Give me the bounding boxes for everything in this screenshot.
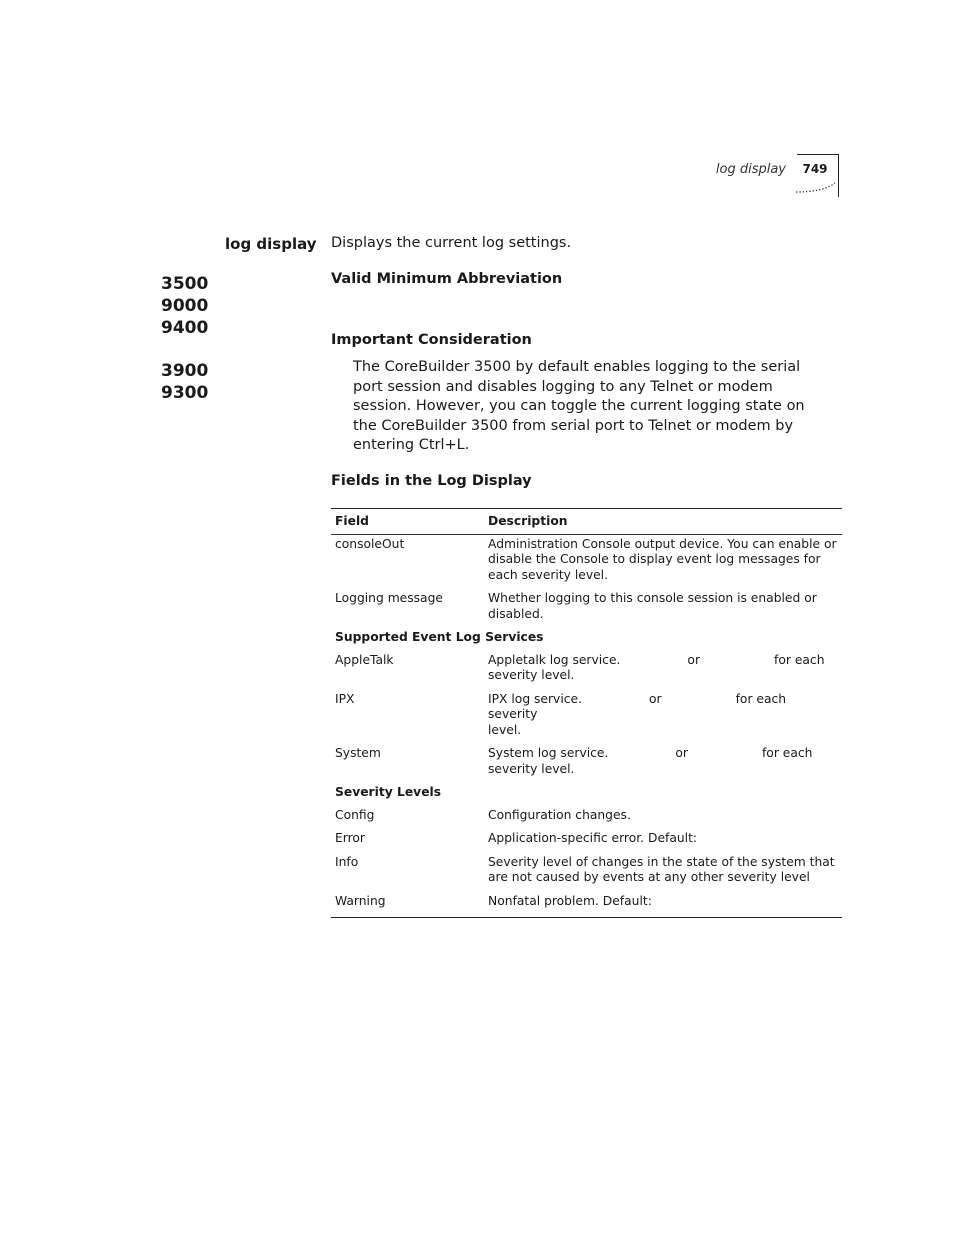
field-description — [484, 746, 842, 785]
table-row — [331, 653, 842, 692]
fields-table — [331, 508, 842, 918]
command-name: log display — [225, 235, 317, 253]
desc-text: for each — [774, 652, 825, 667]
platform-label: 3900 — [161, 361, 209, 381]
field-name: consoleOut — [335, 536, 405, 551]
field-description: Configuration changes. — [488, 807, 631, 822]
field-name: Config — [335, 807, 375, 822]
table-row — [331, 855, 842, 894]
desc-text: level. — [488, 722, 522, 737]
field-name: IPX — [335, 691, 355, 706]
column-header-field: Field — [331, 509, 484, 535]
field-description: Administration Console output device. You can enable or disable the Console to display event log messages for each severity level. — [488, 536, 837, 582]
table-section-row — [331, 630, 842, 653]
column-header-description: Description — [484, 509, 842, 535]
field-name: Logging message — [335, 591, 443, 605]
field-description: Nonfatal problem. Default: — [488, 893, 652, 908]
desc-text: severity level. — [488, 761, 575, 776]
platform-label: 9400 — [161, 318, 209, 338]
section-heading-services: Supported Event Log Services — [335, 630, 544, 644]
table-row — [331, 746, 842, 785]
consideration-heading: Important Consideration — [331, 332, 532, 348]
table-row — [331, 808, 842, 832]
header-rule-horizontal — [797, 154, 839, 155]
table-row — [331, 894, 842, 918]
platform-list — [161, 273, 208, 404]
field-name: AppleTalk — [335, 652, 394, 667]
desc-text: severity level. — [488, 668, 575, 682]
table-row — [331, 534, 842, 591]
consideration-paragraph: The CoreBuilder 3500 by default enables logging to the serial port session and disables logging to any Telnet or modem session. However, you can toggle the current logging state on the CoreBuilder 3500 from serial port to Telnet or modem by entering Ctrl+L. — [353, 359, 805, 454]
field-name: Warning — [335, 893, 386, 908]
desc-text: for each severity — [488, 691, 787, 721]
desc-text: for each — [761, 746, 813, 760]
table-row — [331, 692, 842, 747]
platform-label: 9300 — [161, 383, 209, 403]
desc-text: Appletalk log service. — [488, 652, 621, 667]
abbreviation-heading: Valid Minimum Abbreviation — [331, 271, 563, 287]
section-heading-severity: Severity Levels — [335, 785, 442, 799]
platform-label: 3500 — [161, 274, 209, 294]
field-name: Info — [335, 854, 359, 869]
header-rule-vertical — [838, 154, 839, 197]
desc-text: or — [687, 652, 701, 667]
field-name: System — [335, 746, 381, 760]
field-description — [484, 692, 842, 747]
running-title: log display — [715, 162, 786, 177]
table-row — [331, 591, 842, 630]
field-description: Severity level of changes in the state of the system that are not caused by events at any other severity level — [488, 854, 835, 884]
platform-label: 9000 — [161, 296, 209, 316]
header-dot-curve — [795, 182, 837, 194]
fields-heading: Fields in the Log Display — [331, 473, 532, 489]
table-row — [331, 831, 842, 855]
field-name: Error — [335, 831, 365, 845]
field-description — [484, 653, 842, 692]
desc-text: or — [649, 691, 662, 706]
page-number: 749 — [802, 162, 828, 176]
desc-text: or — [675, 746, 688, 760]
field-description: Whether logging to this console session is enabled or disabled. — [488, 591, 817, 621]
desc-text: IPX log service. — [488, 691, 582, 706]
command-description: Displays the current log settings. — [331, 235, 572, 251]
desc-text: System log service. — [488, 746, 609, 760]
field-description: Application-specific error. Default: — [488, 831, 698, 845]
table-section-row — [331, 785, 842, 808]
